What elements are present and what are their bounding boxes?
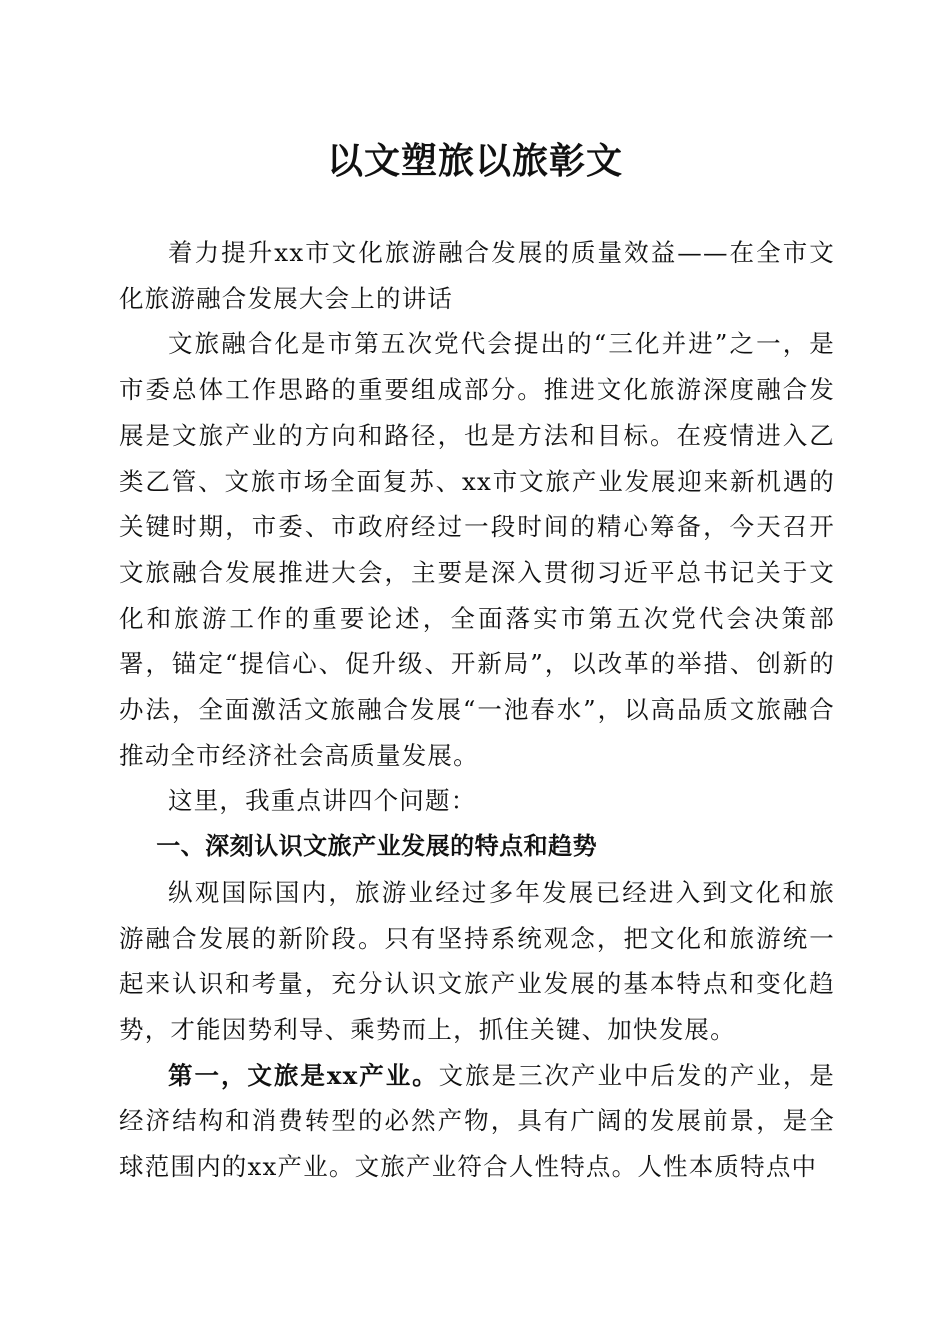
intro-paragraph: 文旅融合化是市第五次党代会提出的“三化并进”之一，是市委总体工作思路的重要组成部分。推进文化旅游深度融合发展是文旅产业的方向和路径，也是方法和目标。在疫情进入乙类乙管、文旅市场全面复苏、xx市文旅产业发展迎来新机遇的关键时期，市委、市政府经过一段时间的精心筹备，今天召开文旅融合发展推进大会，主要是深入贯彻习近平总书记关于文化和旅游工作的重要论述，全面落实市第五次党代会决策部署，锚定“提信心、促升级、开新局”，以改革的举措、创新的办法，全面激活文旅融合发展“一池春水”，以高品质文旅融合推动全市经济社会高质量发展。 <box>119 329 835 770</box>
section-1-paragraph: 纵观国际国内，旅游业经过多年发展已经进入到文化和旅游融合发展的新阶段。只有坚持系统观念，把文化和旅游统一起来认识和考量，充分认识文旅产业发展的基本特点和变化趋势，才能因势利导、乘势而上，抓住关键、加快发展。 <box>119 877 835 1044</box>
point-1-text: 文旅是三次产业中后发的产业，是经济结构和消费转型的必然产物，具有广阔的发展前景，是全球范围内的xx产业。文旅产业符合人性特点。人性本质特点中 <box>119 1060 835 1182</box>
document-body <box>119 230 835 1190</box>
point-1-lead: 第一，文旅是xx产业。 <box>168 1060 439 1090</box>
section-heading-1: 一、深刻认识文旅产业发展的特点和趋势 <box>156 832 598 861</box>
outline-paragraph: 这里，我重点讲四个问题： <box>168 786 477 816</box>
speech-subtitle-paragraph: 着力提升xx市文化旅游融合发展的质量效益——在全市文化旅游融合发展大会上的讲话 <box>119 238 835 313</box>
document-title: 以文塑旅以旅彰文 <box>326 140 623 182</box>
point-1-paragraph <box>119 1053 835 1190</box>
